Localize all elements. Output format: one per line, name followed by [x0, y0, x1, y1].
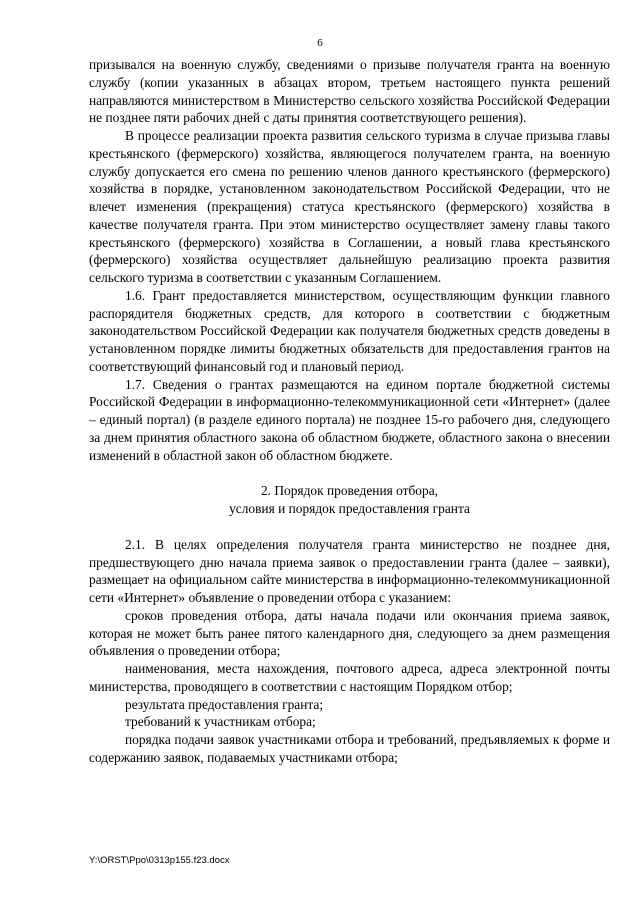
paragraph: 1.6. Грант предоставляется министерством, осуществляющим функции главного распорядителя бюджетных средств, для которого в соответствии с бюджетным законодательством Российской Федерации как получателя бюджетных средств доведены в установленном порядке лимиты бюджетных обязательств для предоставления грантов на соответствующий финансовый год и плановый период.: [89, 287, 610, 374]
paragraph: В процессе реализации проекта развития сельского туризма в случае призыва главы крестьянского (фермерского) хозяйства, являющегося получателем гранта, на военную службу допускается его смена по решению членов данного крестьянского (фермерского) хозяйства в порядке, установленном законодательством Российской Федерации, что не влечет изменения (прекращения) статуса крестьянского (фермерского) хозяйства в качестве получателя гранта. При этом министерство осуществляет замену главы такого крестьянского (фермерского) хозяйства в Соглашении, а новый глава крестьянского (фермерского) хозяйства осуществляет дальнейшую реализацию проекта развития сельского туризма в соответствии с указанным Соглашением.: [89, 128, 610, 285]
section-heading-line: условия и порядок предоставления гранта: [229, 501, 470, 516]
document-body: [89, 56, 610, 767]
paragraph: призывался на военную службу, сведениями о призыве получателя гранта на военную службу (копии указанных в абзацах втором, третьем настоящего пункта решений направляются министерством в Министерство сельского хозяйства Российской Федерации не позднее пяти рабочих дней с даты принятия соответствующего решения).: [89, 57, 610, 126]
paragraph: 2.1. В целях определения получателя гранта министерство не позднее дня, предшествующего дню начала приема заявок о предоставлении гранта (далее – заявки), размещает на официальном сайте министерства в информационно-телекоммуникационной сети «Интернет» объявление о проведении отбора с указанием:: [89, 536, 610, 605]
list-item: требований к участникам отбора;: [125, 714, 316, 730]
page-number: 6: [317, 37, 323, 49]
section-heading: [89, 482, 610, 518]
file-path-footer: Y:\ORST\Ppo\0313p155.f23.docx: [89, 855, 230, 866]
list-item: сроков проведения отбора, даты начала подачи или окончания приема заявок, которая не может быть ранее пятого календарного дня, следующего за днем размещения объявления о проведении отбора;: [89, 607, 610, 659]
list-item: наименования, места нахождения, почтового адреса, адреса электронной почты министерства, проводящего в соответствии с настоящим Порядком отбор;: [89, 661, 610, 694]
paragraph: 1.7. Сведения о грантах размещаются на едином портале бюджетной системы Российской Федерации в информационно-телекоммуникационной сети «Интернет» (далее – единый портал) (в разделе единого портала) не позднее 15-го рабочего дня, следующего за днем принятия областного закона об областном бюджете, областного закона о внесении изменений в областной закон об областном бюджете.: [89, 376, 610, 463]
list-item: порядка подачи заявок участниками отбора и требований, предъявляемых к форме и содержанию заявок, подаваемых участниками отбора;: [89, 732, 610, 765]
list-item: результата предоставления гранта;: [125, 696, 324, 712]
section-heading-line: 2. Порядок проведения отбора,: [260, 483, 438, 499]
